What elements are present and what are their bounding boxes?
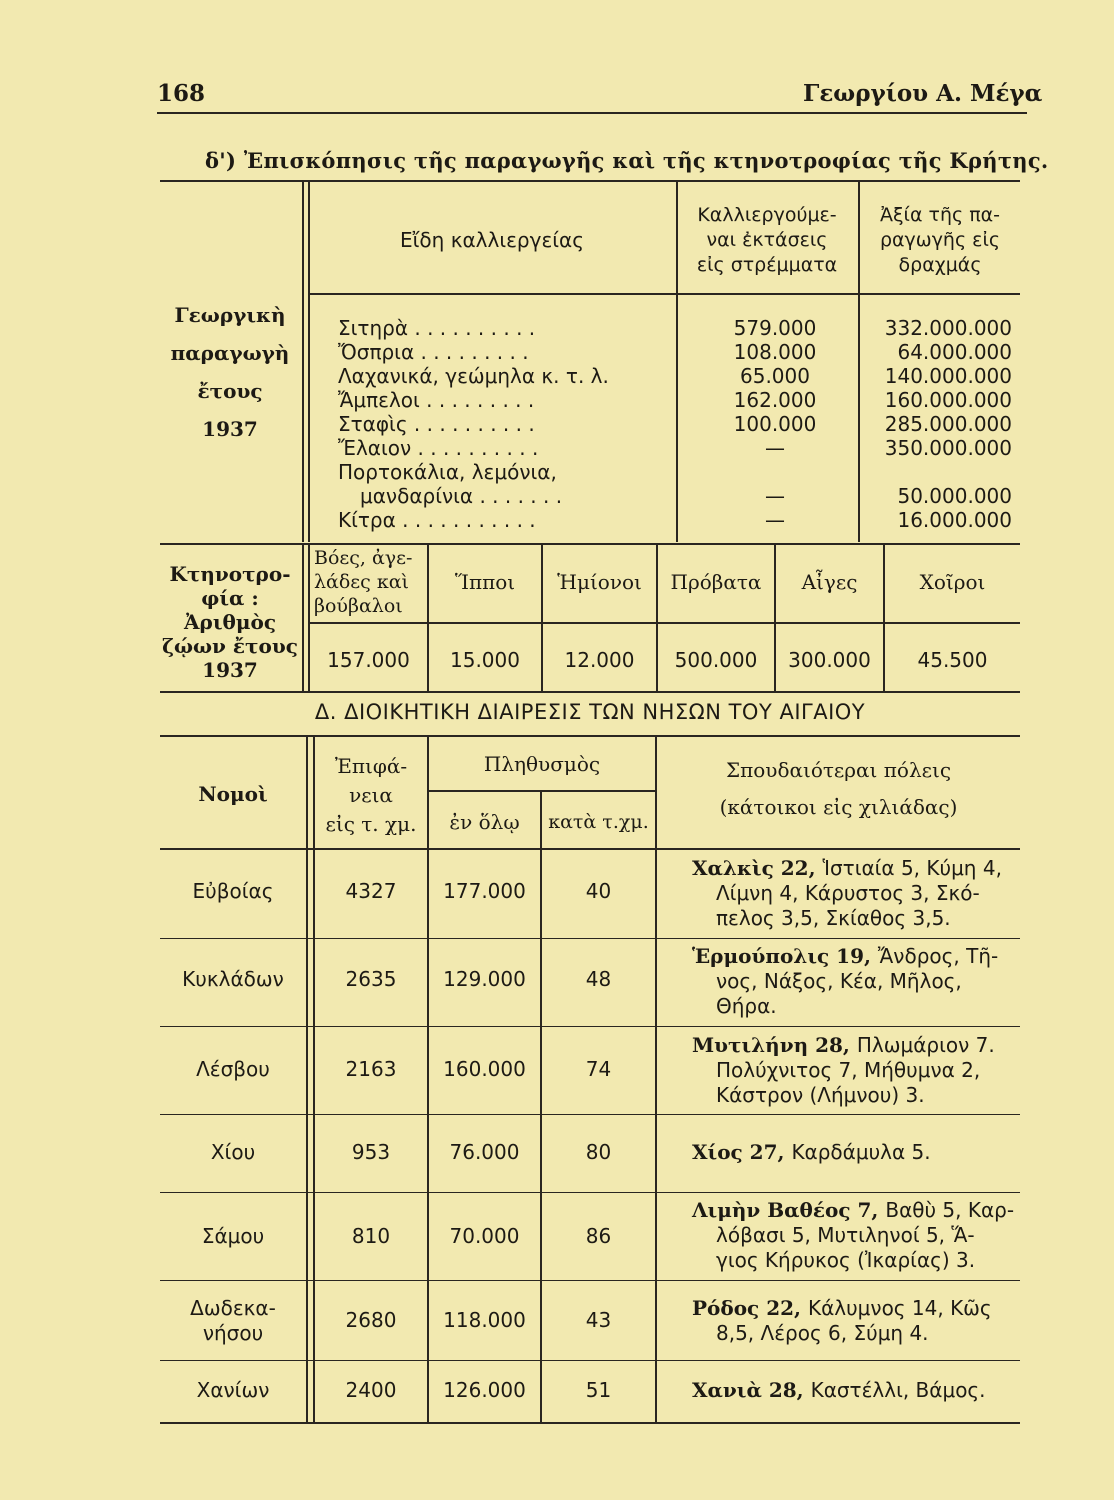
prefecture-pop-total: 76.000: [449, 1140, 520, 1164]
city-line: Κάστρον (Λήμνου) 3.: [716, 1083, 925, 1107]
col-header-line: ραγωγῆς εἰς: [879, 229, 1001, 251]
crop-value: 64.000.000: [897, 340, 1012, 364]
city-rest: Κάλυμνος 14, Κῶς: [807, 1296, 992, 1320]
col-header-area: [678, 203, 856, 278]
crop-name: μανδαρίνια . . . . . . .: [360, 484, 563, 508]
city-rest: Βαθὺ 5, Καρ-: [885, 1198, 1015, 1222]
header-line: νεια: [349, 783, 393, 807]
city-line: [692, 856, 1022, 881]
prefecture-pop-density: 86: [585, 1224, 612, 1248]
row-rule: [160, 1360, 1020, 1361]
prefecture-pop-total: 129.000: [443, 967, 526, 991]
livestock-header-cattle: [314, 546, 426, 618]
crop-name: Ἄμπελοι . . . . . . . . .: [338, 388, 535, 412]
row-label-line: Ἀριθμὸς: [184, 610, 276, 634]
crop-name-list: [338, 316, 674, 532]
crop-area: —: [765, 484, 785, 508]
crop-value-list: [860, 316, 1012, 532]
header-line: εἰς τ. χμ.: [325, 812, 417, 836]
city-line: [692, 1198, 1022, 1223]
prefecture-name-line: νήσου: [202, 1321, 264, 1345]
city-line: πελος 3,5, Σκίαθος 3,5.: [716, 906, 951, 930]
col-header-line: Καλλιεργούμε-: [697, 204, 837, 226]
crop-area: 162.000: [733, 388, 817, 412]
running-title: Γεωργίου Α. Μέγα: [803, 80, 1043, 107]
prefecture-cities: [692, 856, 1022, 931]
prefecture-pop-density: 40: [585, 879, 612, 903]
city-main: Λιμὴν Βαθέος 7,: [692, 1198, 886, 1222]
header-line: λάδες καὶ: [314, 571, 409, 593]
city-line: Λίμνη 4, Κάρυστος 3, Σκό-: [716, 881, 980, 905]
crop-value: 16.000.000: [897, 508, 1012, 532]
prefecture-name: Σάμου: [201, 1224, 265, 1248]
col-header-line: Ἀξία τῆς πα-: [879, 204, 1001, 226]
city-line: [692, 1033, 1022, 1058]
city-main: Χαλκὶς 22,: [692, 856, 823, 880]
city-rest: Καρδάμυλα 5.: [791, 1140, 931, 1164]
livestock-value: 300.000: [788, 648, 871, 672]
livestock-header-goats: Αἶγες: [801, 570, 858, 594]
crop-area: 65.000: [740, 364, 810, 388]
livestock-value: 12.000: [564, 648, 635, 672]
livestock-vline: [302, 545, 304, 691]
header-pop-density: κατὰ τ.χμ.: [548, 811, 649, 833]
crop-value: [860, 460, 1012, 484]
prefecture-cities: [692, 1033, 1022, 1108]
crop-name: Σταφὶς . . . . . . . . . .: [338, 412, 535, 436]
city-main: Ἑρμούπολις 19,: [692, 944, 878, 968]
header-pop-total: ἐν ὅλῳ: [449, 810, 520, 834]
header-line: Βόες, ἀγε-: [314, 547, 413, 569]
header-prefecture: Νομοὶ: [198, 782, 268, 806]
row-label-line: ζῴων ἔτους: [162, 634, 298, 658]
livestock-value: 500.000: [674, 648, 758, 672]
prefecture-area: 2400: [345, 1378, 397, 1402]
prefecture-cities: [692, 944, 1022, 1019]
livestock-header-horses: Ἵπποι: [454, 570, 516, 594]
crop-area: —: [765, 508, 785, 532]
crop-area: 108.000: [733, 340, 817, 364]
city-rest: Ἱστιαία 5, Κύμη 4,: [822, 856, 1002, 880]
crop-value: 350.000.000: [884, 436, 1012, 460]
col-header-line: δραχμάς: [898, 254, 982, 276]
prefecture-pop-density: 43: [585, 1308, 612, 1332]
table2-top-rule: [160, 735, 1020, 737]
prefecture-name: Λέσβου: [196, 1057, 270, 1081]
city-main: Χίος 27,: [692, 1140, 792, 1164]
livestock-value: 45.500: [917, 648, 988, 672]
table2-subheader-rule: [429, 790, 655, 792]
prefecture-pop-density: 80: [585, 1140, 612, 1164]
row-rule: [160, 1026, 1020, 1027]
prefecture-name: Χανίων: [196, 1378, 270, 1402]
prefecture-pop-density: 74: [585, 1057, 612, 1081]
livestock-value: 157.000: [327, 648, 410, 672]
crop-value: 140.000.000: [884, 364, 1012, 388]
row-rule: [160, 1280, 1020, 1281]
prefecture-name: Κυκλάδων: [182, 967, 284, 991]
crop-value: 285.000.000: [884, 412, 1012, 436]
prefecture-cities: [692, 1140, 1022, 1165]
crop-area: 100.000: [733, 412, 817, 436]
city-rest: Ἄνδρος, Τῆ-: [877, 944, 999, 968]
prefecture-pop-density: 51: [585, 1378, 612, 1402]
prefecture-area: 953: [351, 1140, 391, 1164]
table2-header-rule: [160, 848, 1020, 850]
table2-bottom-rule: [160, 1422, 1020, 1424]
crop-area: 579.000: [733, 316, 817, 340]
livestock-header-sheep: Πρόβατα: [670, 570, 762, 594]
crop-name: Σιτηρὰ . . . . . . . . . .: [338, 316, 536, 340]
col-header-line: ναι ἐκτάσεις: [706, 229, 828, 251]
row-rule: [160, 1114, 1020, 1115]
table2-vline: [655, 737, 657, 1423]
city-rest: Καστέλλι, Βάμος.: [810, 1378, 986, 1402]
prefecture-cities: [692, 1378, 1022, 1403]
section-d-title: δ') Ἐπισκόπησις τῆς παραγωγῆς καὶ τῆς κτηνοτροφίας τῆς Κρήτης.: [205, 148, 1049, 173]
row-label-line: παραγωγὴ: [170, 341, 290, 365]
city-rest: Πλωμάριον 7.: [856, 1033, 995, 1057]
crop-area: —: [765, 436, 785, 460]
prefecture-name: Χίου: [210, 1140, 256, 1164]
prefecture-area: 2680: [345, 1308, 397, 1332]
prefecture-pop-total: 70.000: [449, 1224, 520, 1248]
production-row-label: [160, 296, 300, 448]
prefecture-cities: [692, 1198, 1022, 1273]
row-label-line: φία :: [201, 586, 259, 610]
livestock-top-rule: [160, 543, 1020, 545]
prefecture-pop-total: 126.000: [443, 1378, 526, 1402]
city-line: [692, 1378, 1022, 1403]
city-line: [692, 1296, 1022, 1321]
prefecture-pop-total: 160.000: [443, 1057, 526, 1081]
prefecture-area: 4327: [345, 879, 397, 903]
row-label-line: Γεωργικὴ: [174, 303, 286, 327]
crop-area: [700, 460, 850, 484]
city-line: [692, 944, 1022, 969]
crop-name: Κίτρα . . . . . . . . . . .: [338, 508, 536, 532]
prefecture-pop-total: 177.000: [443, 879, 526, 903]
city-line: Θήρα.: [716, 994, 777, 1018]
prefecture-area: 810: [351, 1224, 391, 1248]
livestock-bottom-rule: [160, 691, 1020, 693]
table1-header-rule: [310, 293, 1020, 295]
header-population: Πληθυσμὸς: [483, 752, 601, 776]
crop-value: 160.000.000: [884, 388, 1012, 412]
livestock-header-pigs: Χοῖροι: [919, 570, 986, 594]
crop-name: Ἔλαιον . . . . . . . . . .: [338, 436, 539, 460]
city-main: Χανιὰ 28,: [692, 1378, 811, 1402]
livestock-row-label: [160, 562, 300, 682]
prefecture-name: [160, 1296, 306, 1346]
header-cities-note: (κάτοικοι εἰς χιλιάδας): [719, 795, 958, 819]
city-line: [692, 1140, 1022, 1165]
col-header-value: [860, 203, 1020, 278]
table1-vline: [302, 182, 304, 542]
city-main: Μυτιλήνη 28,: [692, 1033, 857, 1057]
prefecture-area: 2163: [345, 1057, 397, 1081]
prefecture-cities: [692, 1296, 1022, 1346]
city-line: γιος Κήρυκος (Ἰκαρίας) 3.: [716, 1248, 976, 1272]
header-line: βούβαλοι: [314, 595, 403, 617]
livestock-header-rule: [310, 622, 1020, 624]
crop-name: Πορτοκάλια, λεμόνια,: [338, 460, 557, 484]
row-label-line: Κτηνοτρο-: [169, 562, 291, 586]
row-label-line: ἔτους: [197, 379, 263, 403]
page-number: 168: [157, 80, 206, 107]
crop-value: 332.000.000: [884, 316, 1012, 340]
section-D-title: Δ. ΔΙΟΙΚΗΤΙΚΗ ΔΙΑΙΡΕΣΙΣ ΤΩΝ ΝΗΣΩΝ ΤΟΥ ΑΙΓΑΙΟΥ: [314, 700, 866, 724]
prefecture-pop-total: 118.000: [443, 1308, 526, 1332]
prefecture-pop-density: 48: [585, 967, 612, 991]
city-line: νος, Νάξος, Κέα, Μῆλος,: [716, 969, 962, 993]
livestock-value: 15.000: [450, 648, 520, 672]
col-header-line: εἰς στρέμματα: [696, 254, 838, 276]
crop-name: Ὄσπρια . . . . . . . . .: [338, 340, 529, 364]
crop-name: Λαχανικά, γεώμηλα κ. τ. λ.: [338, 364, 609, 388]
row-label-line: 1937: [202, 658, 258, 682]
row-rule: [160, 1192, 1020, 1193]
prefecture-area: 2635: [345, 967, 397, 991]
city-line: Πολύχνιτος 7, Μήθυμνα 2,: [716, 1058, 981, 1082]
col-header-kind: Εἴδη καλλιεργείας: [400, 228, 584, 252]
table2-vline: [306, 737, 308, 1423]
header-line: Ἐπιφά-: [334, 754, 408, 778]
crop-area-list: [700, 316, 850, 532]
row-rule: [160, 938, 1020, 939]
table1-top-rule: [160, 180, 1020, 182]
city-main: Ρόδος 22,: [692, 1296, 808, 1320]
prefecture-name: Εὐβοίας: [192, 879, 274, 903]
header-rule: [157, 112, 1027, 114]
row-label-line: 1937: [202, 417, 258, 441]
livestock-header-mules: Ἡμίονοι: [557, 570, 642, 594]
prefecture-name-line: Δωδεκα-: [190, 1296, 276, 1320]
crop-value: 50.000.000: [897, 484, 1012, 508]
header-area: [315, 752, 427, 839]
city-line: λόβασι 5, Μυτιληνοί 5, Ἅ-: [716, 1223, 975, 1247]
city-line: 8,5, Λέρος 6, Σύμη 4.: [716, 1321, 929, 1345]
header-cities: Σπουδαιότεραι πόλεις: [725, 758, 952, 782]
